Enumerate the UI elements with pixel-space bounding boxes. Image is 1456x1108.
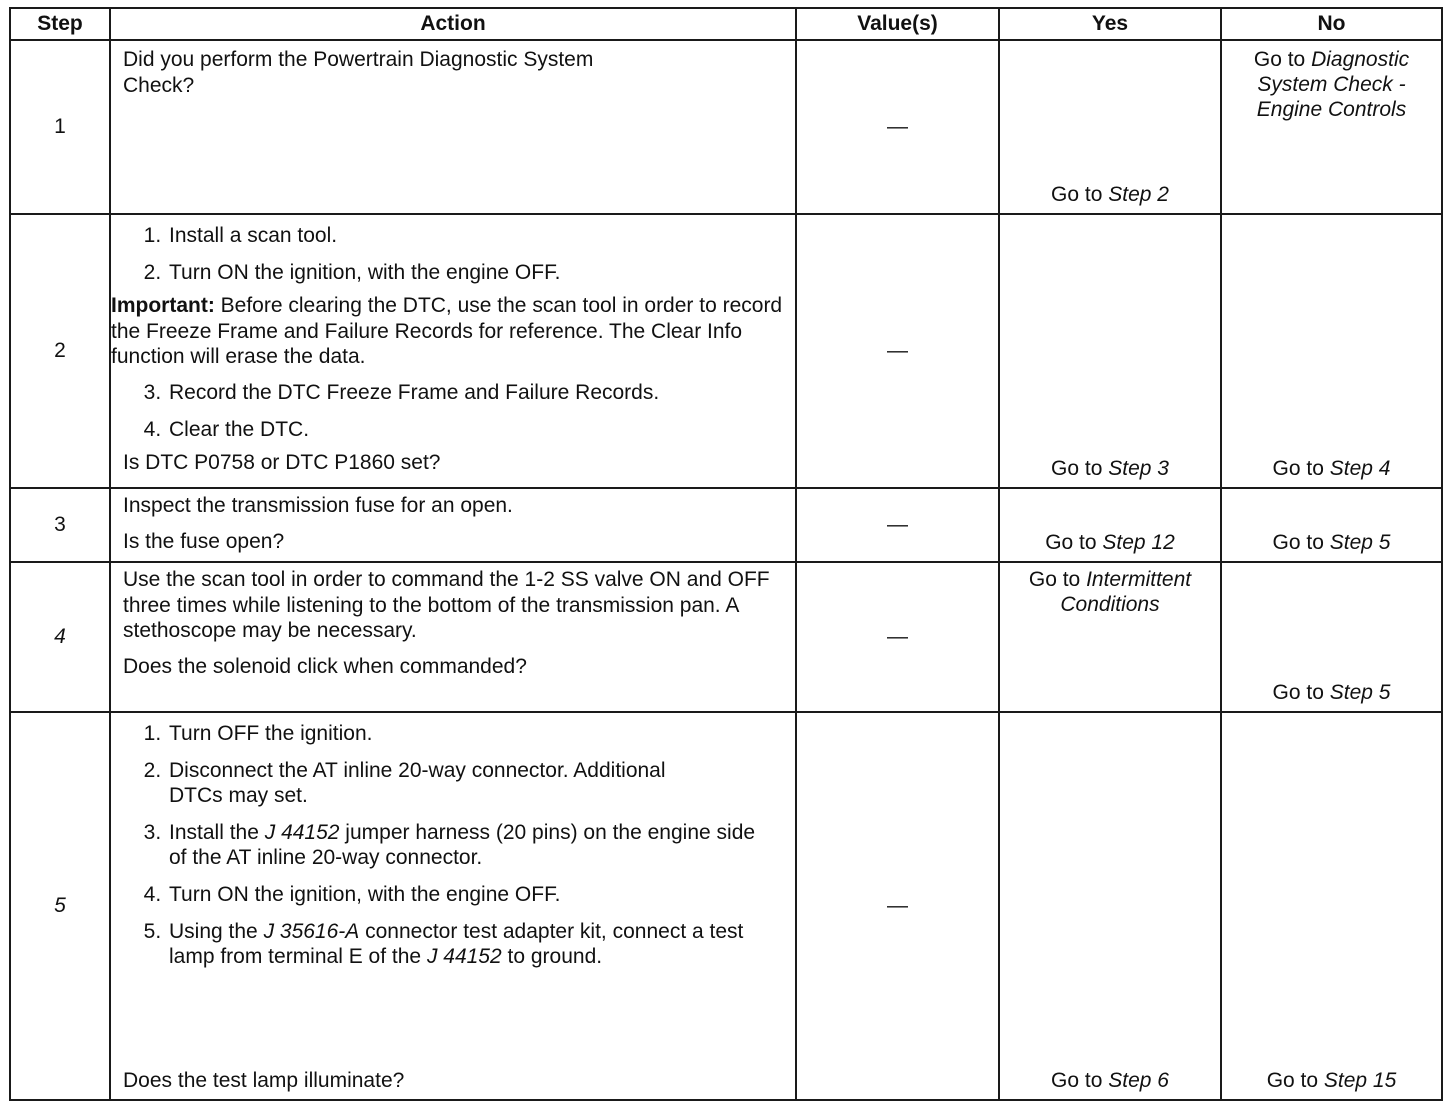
no-result[interactable] — [1222, 456, 1441, 482]
table-row-step-4 — [10, 562, 1442, 712]
header-no: No — [1221, 8, 1442, 40]
action-steps-list — [111, 721, 783, 970]
header-row — [10, 8, 1442, 40]
header-action: Action — [110, 8, 796, 40]
yes-cell — [999, 488, 1221, 562]
no-result[interactable] — [1222, 680, 1441, 706]
header-step: Step — [10, 8, 110, 40]
table-row-step-1 — [10, 40, 1442, 214]
no-link[interactable]: Step 15 — [1323, 1069, 1397, 1093]
action-cell — [110, 712, 796, 1100]
action-text: Use the scan tool in order to command the 1-2 SS valve ON and OFF three times while listening to the bottom of the transmission pan. A stethoscope may be necessary. — [123, 568, 770, 643]
action-text: Inspect the transmission fuse for an open. — [123, 494, 513, 517]
action-question: Does the test lamp illuminate? — [123, 1069, 405, 1093]
yes-link[interactable]: Step 12 — [1102, 531, 1175, 555]
yes-prefix: Go to — [1051, 183, 1109, 207]
no-prefix: Go to — [1266, 1069, 1324, 1093]
action-cell — [110, 488, 796, 562]
no-cell — [1221, 40, 1442, 214]
step-number: 5 — [10, 712, 110, 1100]
no-result[interactable] — [1222, 47, 1441, 123]
no-cell — [1221, 488, 1442, 562]
value-cell: — — [796, 488, 999, 562]
important-note — [111, 293, 783, 370]
important-label: Important: — [111, 294, 215, 318]
yes-result[interactable] — [1000, 1068, 1220, 1094]
header-yes: Yes — [999, 8, 1221, 40]
yes-cell — [999, 712, 1221, 1100]
action-step-item: 1. Turn OFF the ignition. — [167, 721, 777, 747]
yes-result[interactable] — [1000, 182, 1220, 208]
tool-ref: J 44152 — [264, 820, 340, 844]
yes-prefix: Go to — [1051, 457, 1109, 481]
no-link[interactable]: Diagnostic System Check - Engine Controls — [1256, 48, 1410, 122]
no-result[interactable] — [1222, 1068, 1441, 1094]
value-cell: — — [796, 40, 999, 214]
yes-link[interactable]: Step 3 — [1108, 457, 1169, 481]
no-prefix: Go to — [1272, 531, 1330, 555]
no-link[interactable]: Step 5 — [1329, 681, 1391, 705]
action-step-item: 3. Install the J 44152 jumper harness (20 pins) on the engine side of the AT inline 20-way connector. — [167, 820, 777, 871]
yes-result[interactable] — [1000, 567, 1220, 617]
action-step-item: 1. Install a scan tool. — [167, 223, 783, 249]
yes-cell — [999, 214, 1221, 488]
tool-ref: J 35616-A — [263, 919, 360, 943]
action-steps-list — [111, 223, 783, 285]
no-link[interactable]: Step 5 — [1329, 531, 1391, 555]
action-question: Does the solenoid click when commanded? — [123, 654, 527, 678]
yes-link[interactable]: Step 6 — [1108, 1069, 1169, 1093]
step-number: 1 — [10, 40, 110, 214]
table-row-step-3 — [10, 488, 1442, 562]
step-number: 2 — [10, 214, 110, 488]
action-step-item: 4. Turn ON the ignition, with the engine OFF. — [167, 882, 777, 908]
tool-ref: J 44152 — [426, 945, 502, 969]
no-prefix: Go to — [1272, 681, 1330, 705]
header-values: Value(s) — [796, 8, 999, 40]
action-step-item: 4. Clear the DTC. — [167, 417, 783, 443]
action-cell — [110, 562, 796, 712]
step-number: 3 — [10, 488, 110, 562]
action-step-item: 2. Disconnect the AT inline 20-way connector. Additional DTCs may set. — [167, 758, 777, 809]
important-text: Before clearing the DTC, use the scan tool in order to record the Freeze Frame and Failure Records for reference. The Clear Info function will erase the data. — [111, 294, 783, 369]
table-row-step-2 — [10, 214, 1442, 488]
no-cell — [1221, 214, 1442, 488]
yes-cell — [999, 562, 1221, 712]
yes-prefix: Go to — [1051, 1069, 1109, 1093]
action-cell — [110, 214, 796, 488]
yes-result[interactable] — [1000, 456, 1220, 482]
yes-link[interactable]: Step 2 — [1108, 183, 1169, 207]
value-cell: — — [796, 562, 999, 712]
no-cell — [1221, 712, 1442, 1100]
no-cell — [1221, 562, 1442, 712]
no-prefix: Go to — [1272, 457, 1330, 481]
action-cell — [110, 40, 796, 214]
action-step-item: 2. Turn ON the ignition, with the engine OFF. — [167, 260, 783, 286]
action-steps-list — [111, 380, 783, 442]
action-step-item: 3. Record the DTC Freeze Frame and Failure Records. — [167, 380, 783, 406]
value-cell: — — [796, 214, 999, 488]
action-step-item: 5. Using the J 35616-A connector test adapter kit, connect a test lamp from terminal E of the J 44152 to ground. — [167, 919, 777, 970]
yes-prefix: Go to — [1028, 568, 1087, 591]
value-cell: — — [796, 712, 999, 1100]
step-number: 4 — [10, 562, 110, 712]
action-question: Did you perform the Powertrain Diagnostic System Check? — [123, 48, 594, 97]
yes-link[interactable]: Intermittent Conditions — [1060, 568, 1192, 617]
no-link[interactable]: Step 4 — [1329, 457, 1391, 481]
yes-cell — [999, 40, 1221, 214]
diagnostic-table — [9, 7, 1443, 1101]
no-prefix: Go to — [1253, 48, 1312, 71]
action-question: Is the fuse open? — [123, 529, 285, 553]
yes-result[interactable] — [1000, 530, 1220, 556]
action-question: Is DTC P0758 or DTC P1860 set? — [123, 451, 441, 475]
table-row-step-5 — [10, 712, 1442, 1100]
yes-prefix: Go to — [1045, 531, 1103, 555]
no-result[interactable] — [1222, 530, 1441, 556]
